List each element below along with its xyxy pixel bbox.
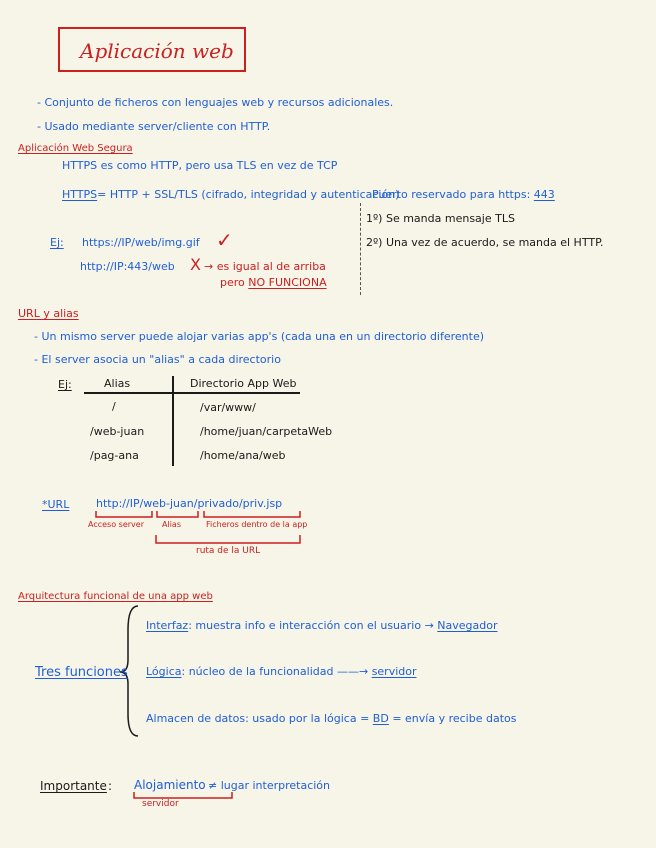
secure-ej-label: Ej: — [50, 236, 64, 249]
url-alias-line-2: - El server asocia un "alias" a cada directorio — [34, 353, 281, 366]
url-route: ruta de la URL — [196, 546, 261, 556]
dir-col-header: Directorio App Web — [190, 377, 297, 390]
url-example: http://IP/web-juan/privado/priv.jsp — [96, 497, 283, 510]
interfaz-target: Navegador — [437, 619, 498, 632]
secure-line-1: HTTPS es como HTTP, pero usa TLS en vez de TCP — [62, 159, 338, 172]
cross-icon: X — [190, 255, 201, 274]
example-2-note: → es igual al de arriba — [204, 260, 326, 273]
table-row-3-alias: /pag-ana — [90, 449, 139, 462]
almacen-extra: = envía y recibe datos — [392, 712, 517, 725]
interfaz-text: : muestra info e interacción con el usuario → — [188, 619, 434, 632]
url-part-3: Ficheros dentro de la app — [206, 520, 308, 529]
https-label: HTTPS — [62, 188, 98, 201]
alias-col-header: Alias — [104, 377, 131, 390]
table-row-3-dir: /home/ana/web — [200, 449, 286, 462]
important-rest: ≠ lugar interpretación — [208, 779, 331, 792]
architecture-heading: Arquitectura funcional de una app web — [18, 591, 213, 602]
intro-line-2: - Usado mediante server/cliente con HTTP. — [37, 120, 271, 133]
important-under: servidor — [142, 799, 179, 809]
logica-target: servidor — [371, 665, 417, 678]
url-alias-heading: URL y alias — [18, 307, 79, 320]
important-term: Alojamiento — [134, 778, 206, 792]
url-part-2: Alias — [162, 520, 181, 529]
important-label: Importante — [40, 779, 107, 793]
tres-funciones-label: Tres funciones — [35, 665, 128, 680]
arch-item-interfaz — [146, 619, 498, 632]
logica-key: Lógica — [146, 665, 182, 678]
secure-heading: Aplicación Web Segura — [18, 143, 133, 154]
almacen-target: BD — [372, 712, 389, 725]
https-formula-text: = HTTP + SSL/TLS (cifrado, integridad y autenticación) — [97, 188, 400, 201]
check-icon: ✓ — [216, 228, 233, 252]
logica-text: : núcleo de la funcionalidad ——→ — [181, 665, 369, 678]
example-2: http://IP:443/web — [80, 260, 175, 273]
important-colon: : — [108, 779, 113, 793]
almacen-text: : usado por la lógica = — [245, 712, 370, 725]
interfaz-key: Interfaz — [146, 619, 189, 632]
url-part-1: Acceso server — [88, 520, 144, 529]
alias-ej-label: Ej: — [58, 378, 72, 391]
tls-step-2: 2º) Una vez de acuerdo, se manda el HTTP. — [366, 236, 604, 249]
note-prefix: pero — [220, 276, 245, 289]
table-row-1-alias: / — [112, 400, 116, 413]
port-number: 443 — [533, 188, 555, 201]
table-row-1-dir: /var/www/ — [200, 401, 256, 414]
arch-item-logica — [146, 665, 417, 678]
page-title: Aplicación web — [80, 39, 234, 63]
arch-item-almacen — [146, 712, 517, 725]
tls-step-1: 1º) Se manda mensaje TLS — [366, 212, 515, 225]
note-emphasis: NO FUNCIONA — [248, 276, 327, 289]
url-alias-line-1: - Un mismo server puede alojar varias app's (cada una en un directorio diferente) — [34, 330, 485, 343]
table-row-2-dir: /home/juan/carpetaWeb — [200, 425, 333, 438]
url-label: *URL — [42, 498, 70, 511]
almacen-key: Almacen de datos — [146, 712, 246, 725]
intro-line-1: - Conjunto de ficheros con lenguajes web y recursos adicionales. — [37, 96, 394, 109]
port-note-text: Puerto reservado para https: — [372, 188, 531, 201]
table-row-2-alias: /web-juan — [90, 425, 145, 438]
example-1: https://IP/web/img.gif — [82, 236, 200, 249]
